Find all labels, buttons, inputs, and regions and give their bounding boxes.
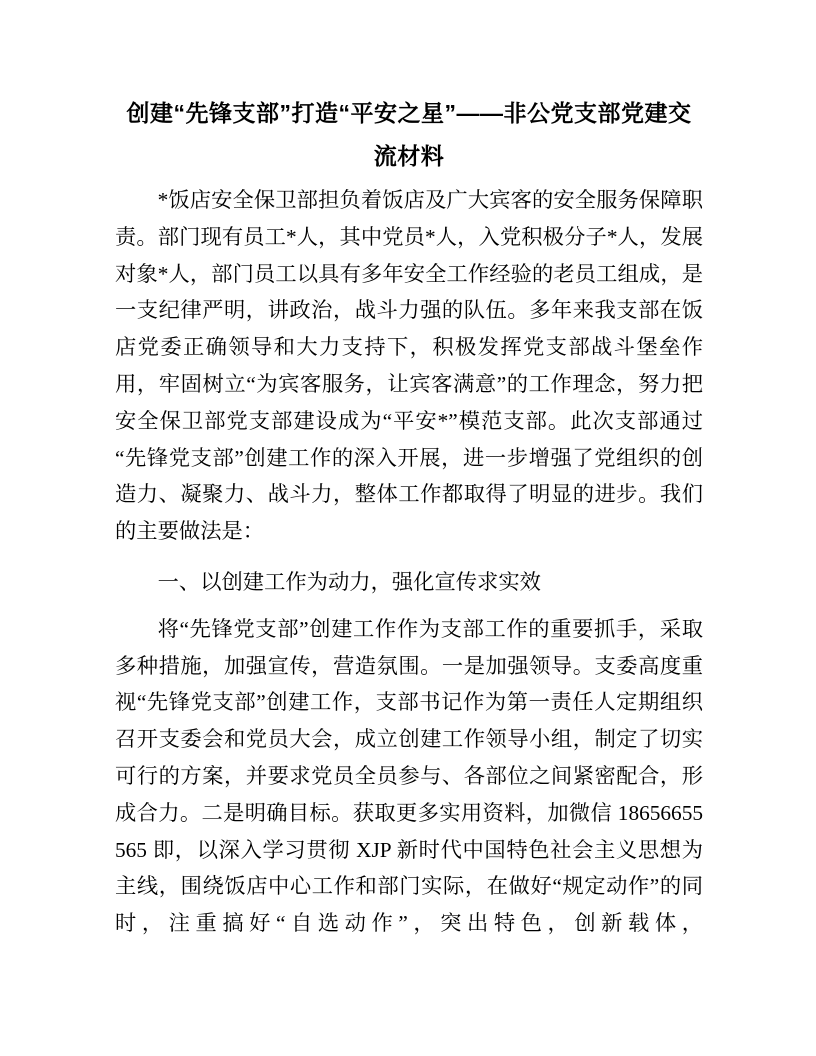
paragraph-intro: *饭店安全保卫部担负着饭店及广大宾客的安全服务保障职责。部门现有员工*人，其中党员*人，入党积极分子*人，发展对象*人，部门员工以具有多年安全工作经验的老员工组成，是一支纪律严明，讲政治，战斗力强的队伍。多年来我支部在饭店党委正确领导和大力支持下，积极发挥党支部战斗堡垒作用，牢固树立“为宾客服务，让宾客满意”的工作理念，努力把安全保卫部党支部建设成为“平安*”模范支部。此次支部通过“先锋党支部”创建工作的深入开展，进一步增强了党组织的创造力、凝聚力、战斗力，整体工作都取得了明显的进步。我们的主要做法是： [115,188,703,544]
section-heading-1: 一、以创建工作为动力，强化宣传求实效 [157,569,541,594]
document-title: 创建“先锋支部”打造“平安之星”——非公党支部党建交流材料 [126,100,692,169]
paragraph-section1-body: 将“先锋党支部”创建工作作为支部工作的重要抓手，采取多种措施，加强宣传，营造氛围。一是加强领导。支委高度重视“先锋党支部”创建工作，支部书记作为第一责任人定期组织召开支委会和党员大会，成立创建工作领导小组，制定了切实可行的方案，并要求党员全员参与、各部位之间紧密配合，形成合力。二是明确目标。获取更多实用资料，加微信 18656655565 即，以深入学习贯彻 XJP 新时代中国特色社会主义思想为主线，围绕饭店中心工作和部门实际，在做好“规定动作”的同时，注重搞好“自选动作”，突出特色，创新载体， [115,616,703,936]
